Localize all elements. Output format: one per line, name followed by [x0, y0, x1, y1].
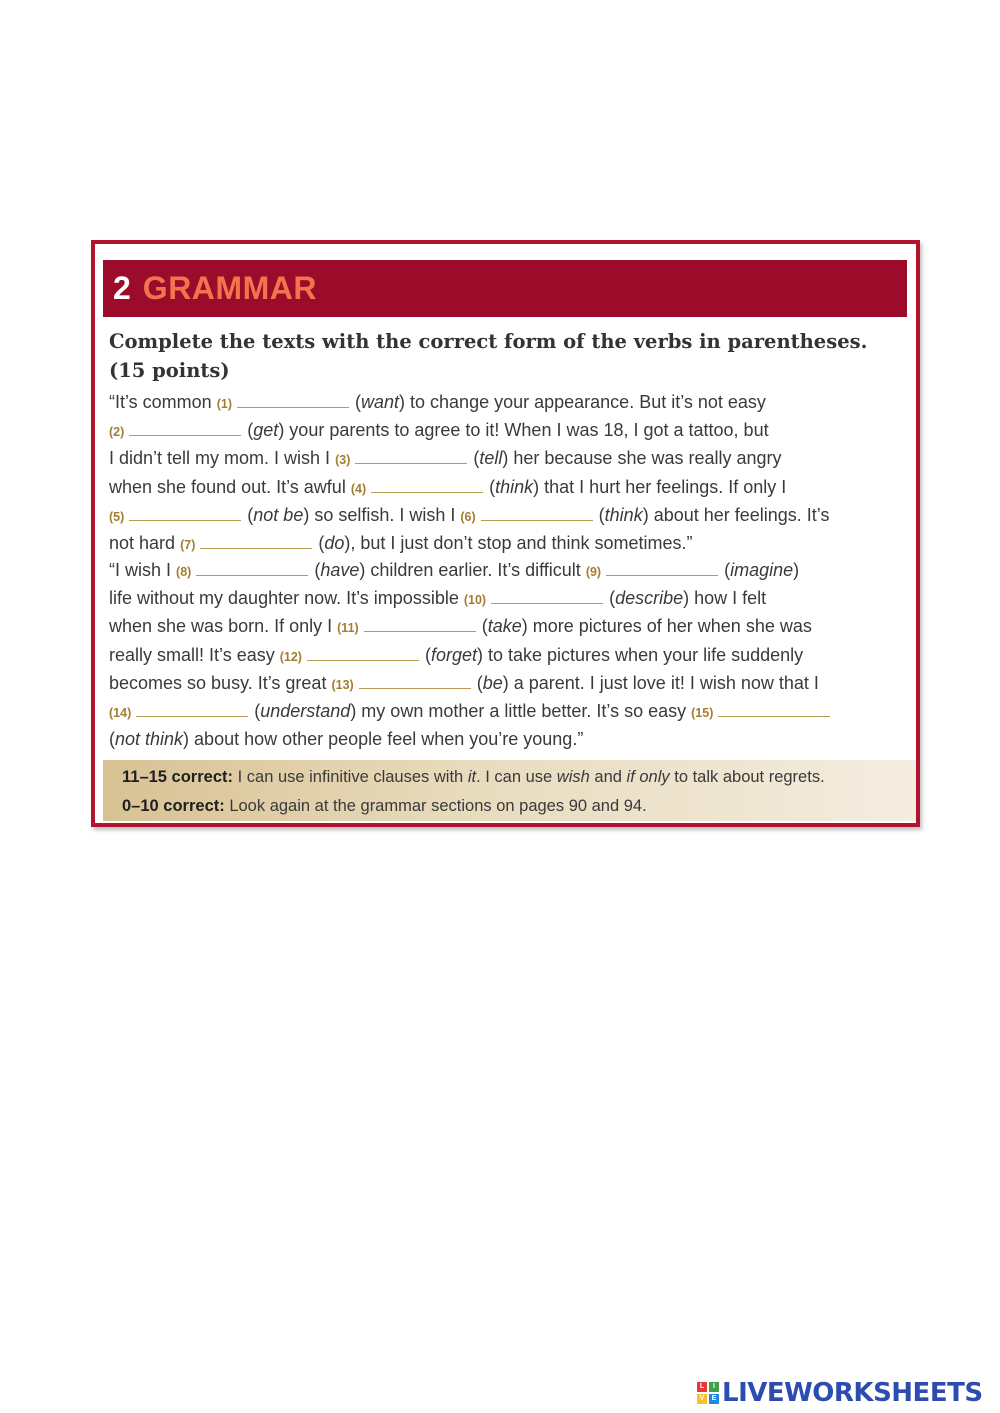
text-segment: ) so selfish. I wish I — [303, 504, 456, 525]
gap-number: (5) — [109, 509, 125, 524]
verb-hint: think — [495, 476, 534, 497]
instructions — [109, 327, 899, 385]
text-segment: ) how I felt — [683, 588, 767, 609]
verb-hint: not be — [253, 504, 304, 525]
text-segment: ) to take pictures when your life suddenly — [477, 644, 804, 665]
gap-number: (1) — [216, 397, 232, 411]
passage-line: becomes so busy. It’s great (13) (be) a parent. I just love it! I wish now that I — [109, 672, 819, 693]
score-text: wish — [556, 768, 590, 786]
passage-line: life without my daughter now. It’s impossible (10) (describe) how I felt — [109, 588, 767, 609]
text-segment: not hard — [109, 533, 176, 554]
answer-blank-9[interactable] — [606, 574, 718, 576]
text-segment: ) to change your appearance. But it’s not easy — [399, 392, 766, 412]
grammar-exercise-card — [91, 240, 920, 827]
verb-hint: want — [361, 392, 400, 412]
verb-hint: imagine — [730, 560, 794, 580]
verb-hint: not think — [115, 729, 184, 750]
text-segment: ) more pictures of her when she was — [521, 616, 812, 637]
answer-blank-7[interactable] — [200, 547, 312, 549]
answer-blank-12[interactable] — [307, 659, 419, 661]
section-header — [103, 260, 907, 317]
passage-line: when she found out. It’s awful (4) (think) that I hurt her feelings. If only I — [109, 476, 787, 497]
score-footer — [103, 760, 916, 821]
logo-block: E — [709, 1394, 719, 1404]
gap-number: (7) — [180, 538, 196, 553]
answer-blank-5[interactable] — [129, 519, 241, 521]
passage-line: “I wish I (8) (have) children earlier. It’s difficult (9) (imagine) — [109, 560, 800, 580]
logo-block: I — [709, 1382, 719, 1392]
answer-blank-3[interactable] — [355, 462, 467, 464]
passage-2 — [109, 557, 909, 752]
passage-line: (not think) about how other people feel when you’re young.” — [109, 729, 584, 750]
gap-number: (15) — [691, 706, 714, 721]
score-text: and — [594, 768, 622, 786]
score-text: to talk about regrets. — [674, 768, 825, 786]
answer-blank-14[interactable] — [136, 715, 248, 717]
score-label: 11–15 correct: — [122, 768, 233, 786]
answer-blank-8[interactable] — [196, 574, 308, 576]
text-segment: “I wish I — [109, 560, 172, 580]
text-segment: ) about how other people feel when you’re young.” — [183, 729, 584, 750]
gap-number: (2) — [109, 425, 125, 440]
section-title: GRAMMAR — [142, 270, 317, 306]
passage-line: (14) (understand) my own mother a little better. It’s so easy (15) — [109, 698, 909, 726]
verb-hint: think — [604, 504, 643, 525]
passage-line: “It’s common (1) (want) to change your appearance. But it’s not easy — [109, 392, 766, 412]
verb-hint: get — [253, 420, 279, 441]
answer-blank-10[interactable] — [491, 602, 603, 604]
text-segment: ) — [793, 560, 800, 580]
text-segment: I didn’t tell my mom. I wish I — [109, 448, 331, 469]
passage-line: I didn’t tell my mom. I wish I (3) (tell) her because she was really angry — [109, 448, 782, 469]
answer-blank-6[interactable] — [481, 519, 593, 521]
score-text: it — [467, 768, 477, 786]
score-text: Look again at the grammar sections on pages 90 and 94. — [229, 797, 647, 815]
gap-number: (11) — [337, 621, 359, 636]
verb-hint: understand — [260, 701, 351, 722]
gap-number: (6) — [460, 509, 476, 524]
verb-hint: tell — [479, 448, 503, 469]
gap-number: (13) — [331, 677, 354, 692]
passage-line: (2) (get) your parents to agree to it! When I was 18, I got a tattoo, but — [109, 420, 769, 441]
answer-blank-13[interactable] — [359, 687, 471, 689]
text-segment: when she was born. If only I — [109, 616, 333, 637]
answer-blank-2[interactable] — [129, 434, 241, 436]
gap-number: (12) — [279, 649, 302, 664]
score-text: . I can use — [476, 768, 553, 786]
liveworksheets-logo[interactable] — [697, 1378, 983, 1408]
text-segment: ) about her feelings. It’s — [642, 504, 830, 525]
text-segment: life without my daughter now. It’s impossible — [109, 588, 459, 609]
passage-line: when she was born. If only I (11) (take) more pictures of her when she was — [109, 616, 812, 637]
logo-blocks-icon — [697, 1382, 719, 1404]
logo-text: LIVEWORKSHEETS — [722, 1378, 983, 1408]
passage-line: not hard (7) (do), but I just don’t stop and think sometimes.” — [109, 533, 693, 554]
logo-block: L — [697, 1382, 707, 1392]
text-segment: really small! It’s easy — [109, 644, 275, 665]
logo-block: V — [697, 1394, 707, 1404]
gap-number: (9) — [585, 565, 602, 579]
gap-number: (10) — [463, 593, 487, 608]
instructions-text: Complete the texts with the correct form of the verbs in parentheses. — [109, 330, 868, 353]
verb-hint: be — [482, 672, 503, 693]
verb-hint: forget — [430, 644, 477, 665]
text-segment: “It’s common — [109, 392, 212, 412]
answer-blank-1[interactable] — [237, 406, 349, 408]
gap-number: (14) — [109, 706, 132, 721]
passage-line: really small! It’s easy (12) (forget) to take pictures when your life suddenly — [109, 644, 804, 665]
verb-hint: have — [320, 560, 360, 580]
points-text: (15 points) — [109, 359, 230, 382]
gap-number: (8) — [176, 565, 192, 579]
text-segment: ) children earlier. It’s difficult — [359, 560, 581, 580]
text-segment: ) a parent. I just love it! I wish now that I — [502, 672, 819, 693]
verb-hint: take — [487, 616, 522, 637]
score-label: 0–10 correct: — [122, 797, 225, 815]
score-text: I can use infinitive clauses with — [237, 768, 464, 786]
gap-number: (4) — [350, 481, 367, 496]
answer-blank-4[interactable] — [371, 491, 483, 493]
passage-line: (5) (not be) so selfish. I wish I (6) (think) about her feelings. It’s — [109, 504, 830, 525]
verb-hint: describe — [615, 588, 684, 609]
text-segment: becomes so busy. It’s great — [109, 672, 327, 693]
text-segment: ) your parents to agree to it! When I was 18, I got a tattoo, but — [278, 420, 769, 441]
section-number: 2 — [113, 270, 131, 306]
verb-hint: do — [324, 533, 345, 554]
score-row-high — [122, 768, 825, 787]
text-segment: ), but I just don’t stop and think sometimes.” — [344, 533, 693, 554]
text-segment: when she found out. It’s awful — [109, 476, 346, 497]
text-segment: ) my own mother a little better. It’s so easy — [350, 701, 687, 722]
passage-1 — [109, 389, 909, 558]
answer-blank-15[interactable] — [718, 715, 830, 717]
gap-number: (3) — [335, 453, 351, 468]
text-segment: ) her because she was really angry — [502, 448, 782, 469]
score-row-low — [122, 797, 647, 816]
score-text: if only — [626, 768, 670, 786]
answer-blank-11[interactable] — [364, 630, 476, 632]
text-segment: ) that I hurt her feelings. If only I — [533, 476, 787, 497]
